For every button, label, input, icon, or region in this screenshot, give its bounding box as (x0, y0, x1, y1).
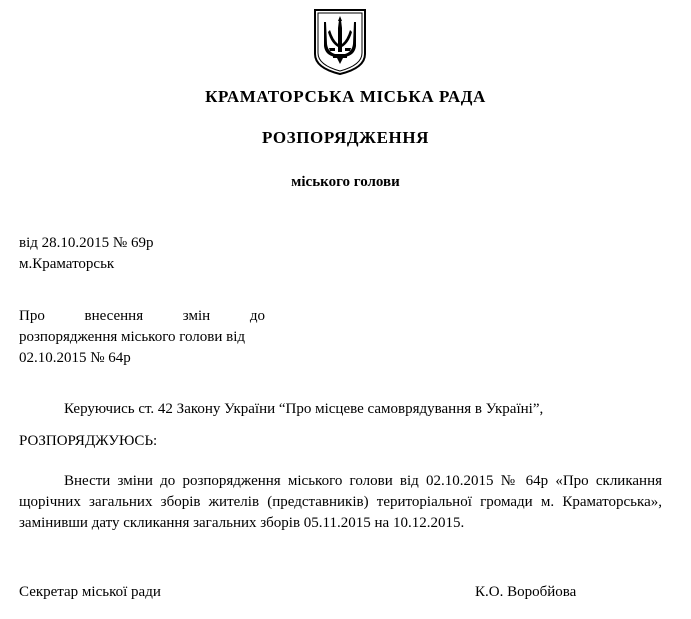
council-name: КРАМАТОРСЬКА МІСЬКА РАДА (205, 87, 486, 106)
subject-line-1: Про внесення змін до (19, 308, 265, 324)
subject-line-2: розпорядження міського голови від (19, 329, 246, 345)
directive-paragraph: Внести зміни до розпорядження міського голови від 02.10.2015 № 64р «Про скликання щорічних загальних зборів жителів (представників) територіальної громади м. Краматорська», замінивши дату скликання загальних зборів 05.11.2015 на 10.12.2015. (19, 473, 662, 531)
preamble: Керуючись ст. 42 Закону України “Про місцеве самоврядування в Україні”, (64, 401, 544, 417)
document-type: РОЗПОРЯДЖЕННЯ (261, 128, 430, 147)
order-word: РОЗПОРЯДЖУЮСЬ: (19, 433, 158, 449)
subject-block (19, 306, 265, 369)
signature-name: К.О. Воробйова (475, 584, 577, 600)
place: м.Краматорськ (19, 256, 115, 272)
signature-position: Секретар міської ради (19, 584, 161, 600)
subject-line-3: 02.10.2015 № 64р (19, 350, 131, 366)
issuer: міського голови (291, 174, 400, 190)
coat-of-arms-icon (313, 8, 367, 76)
date-line: від 28.10.2015 № 69р (19, 235, 154, 251)
